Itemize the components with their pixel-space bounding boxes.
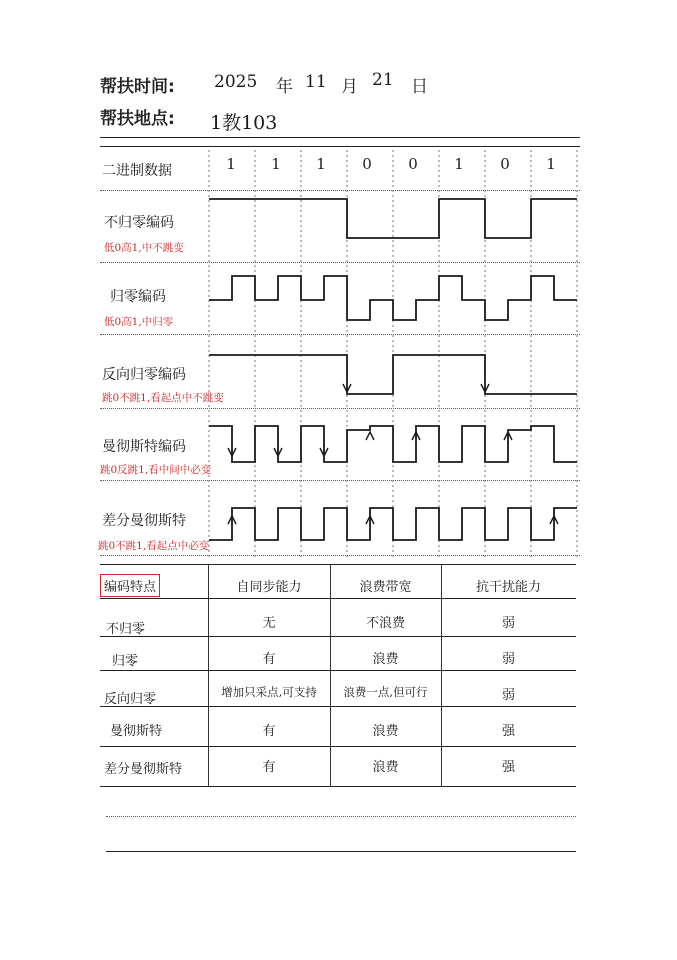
table-cell: 浪费 <box>372 652 399 667</box>
encoding-label-rz: 归零编码 <box>110 289 166 305</box>
bit-value: 1 <box>271 155 281 173</box>
month-value: 11 <box>305 72 327 92</box>
table-row-label: 归零 <box>112 654 139 669</box>
encoding-note-rz: 低0高1,中归零 <box>104 316 174 328</box>
bit-value: 0 <box>500 155 510 173</box>
table-cell: 弱 <box>501 688 515 703</box>
transition-arrow <box>366 432 374 440</box>
table-top-rule <box>100 564 576 565</box>
nrz-waveform <box>209 199 577 238</box>
manchester-waveform <box>209 426 577 462</box>
table-cell: 弱 <box>501 652 515 667</box>
table-cell: 浪费 <box>372 760 399 775</box>
bit-value: 1 <box>316 155 326 173</box>
table-row-label: 差分曼彻斯特 <box>104 762 183 777</box>
encoding-note-nrz: 低0高1,中不跳变 <box>104 242 184 254</box>
bit-value: 1 <box>454 155 464 173</box>
table-cell: 浪费一点,但可行 <box>343 685 428 699</box>
table-cell: 有 <box>262 652 276 667</box>
encoding-note-nrzi: 跳0不跳1,看起点中不跳变 <box>102 392 224 404</box>
table-cell: 不浪费 <box>365 616 405 631</box>
table-cell: 强 <box>501 724 515 739</box>
table-header-cell: 浪费带宽 <box>359 580 412 595</box>
table-cell: 强 <box>501 760 515 775</box>
table-row-label: 反向归零 <box>104 692 157 707</box>
table-cell: 弱 <box>501 616 515 631</box>
encoding-label-manchester: 曼彻斯特编码 <box>102 439 186 455</box>
table-rule <box>100 706 576 707</box>
table-rule <box>100 598 576 599</box>
table-header-cell: 抗干扰能力 <box>475 580 541 595</box>
place-value: 1教103 <box>210 112 278 134</box>
table-row-label: 不归零 <box>106 622 146 637</box>
encoding-note-manchester: 跳0反跳1,看中间中必变 <box>100 464 212 476</box>
bit-value: 0 <box>408 155 418 173</box>
table-row-label: 曼彻斯特 <box>110 724 163 739</box>
day-unit: 日 <box>411 77 428 97</box>
blank-ruled-line <box>106 816 576 817</box>
day-value: 21 <box>372 70 394 90</box>
table-bottom-rule <box>100 786 576 787</box>
encoding-label-nrz: 不归零编码 <box>104 215 174 231</box>
table-header-cell: 自同步能力 <box>236 580 302 595</box>
nrzi-waveform <box>209 355 577 394</box>
bit-value: 1 <box>226 155 236 173</box>
encoding-label-diff-manchester: 差分曼彻斯特 <box>102 513 186 529</box>
table-rule <box>100 636 576 637</box>
encoding-note-diff-manchester: 跳0不跳1,看起点中必变 <box>98 540 210 552</box>
year-unit: 年 <box>276 77 293 97</box>
diff-manchester-waveform <box>209 508 577 540</box>
table-cell: 浪费 <box>372 724 399 739</box>
encoding-label-nrzi: 反向归零编码 <box>102 367 186 383</box>
table-cell: 无 <box>262 616 276 631</box>
table-cell: 有 <box>262 724 276 739</box>
bit-value: 0 <box>362 155 372 173</box>
blank-ruled-line <box>106 851 576 852</box>
binary-data-label: 二进制数据 <box>102 163 172 179</box>
time-label: 帮扶时间: <box>100 77 175 97</box>
table-cell: 有 <box>262 760 276 775</box>
table-rule <box>100 746 576 747</box>
table-rule <box>100 670 576 671</box>
rz-waveform <box>209 276 577 320</box>
year-value: 2025 <box>214 72 258 92</box>
month-unit: 月 <box>341 77 358 97</box>
bit-value: 1 <box>546 155 556 173</box>
table-cell: 增加只采点,可支持 <box>221 685 317 699</box>
table-title: 编码特点 <box>100 574 160 597</box>
place-label: 帮扶地点: <box>100 109 175 129</box>
